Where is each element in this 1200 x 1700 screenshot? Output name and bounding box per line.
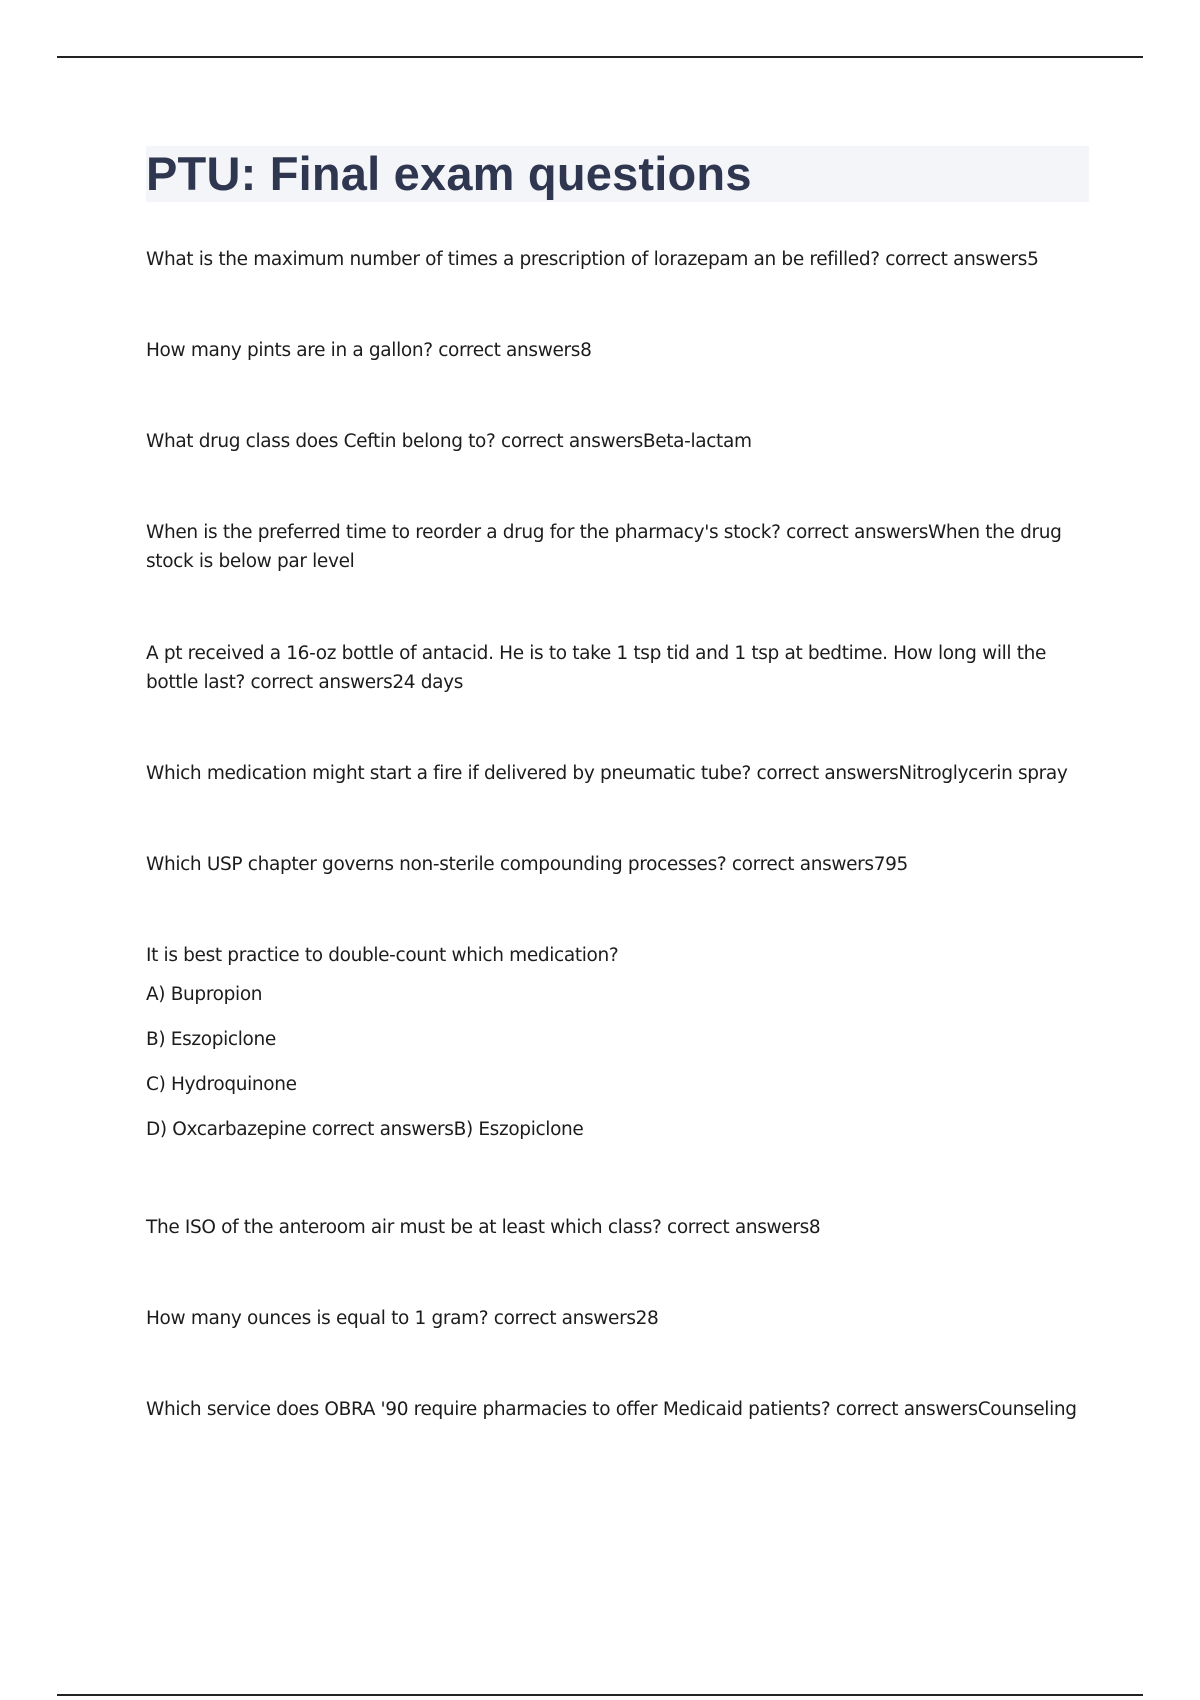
qa-line: Which service does OBRA '90 require pharmacies to offer Medicaid patients? correct answersCounseling bbox=[146, 1399, 1077, 1420]
qa-item-4 bbox=[146, 518, 1086, 576]
qa-item-2 bbox=[146, 336, 1086, 365]
qa-line: How many pints are in a gallon? correct answers8 bbox=[146, 340, 592, 361]
page-title: PTU: Final exam questions bbox=[146, 147, 752, 200]
qa-line: stock is below par level bbox=[146, 551, 355, 572]
qa-line: A pt received a 16-oz bottle of antacid. He is to take 1 tsp tid and 1 tsp at bedtime. How long will the bbox=[146, 643, 1047, 664]
qa-item-10 bbox=[146, 1304, 1086, 1333]
qa-item-1 bbox=[146, 245, 1086, 274]
top-rule bbox=[57, 56, 1143, 58]
qa-line: Which USP chapter governs non-sterile compounding processes? correct answers795 bbox=[146, 854, 908, 875]
qa-item-5 bbox=[146, 639, 1086, 697]
qa-option-a: A) Bupropion bbox=[146, 984, 263, 1005]
qa-option-c: C) Hydroquinone bbox=[146, 1074, 297, 1095]
qa-line: How many ounces is equal to 1 gram? correct answers28 bbox=[146, 1308, 659, 1329]
qa-line: The ISO of the anteroom air must be at least which class? correct answers8 bbox=[146, 1217, 821, 1238]
qa-item-8 bbox=[146, 941, 1086, 1152]
qa-line: Which medication might start a fire if delivered by pneumatic tube? correct answersNitroglycerin spray bbox=[146, 763, 1068, 784]
qa-line: bottle last? correct answers24 days bbox=[146, 672, 463, 693]
qa-item-9 bbox=[146, 1213, 1086, 1242]
qa-item-11 bbox=[146, 1395, 1086, 1424]
qa-line: What is the maximum number of times a prescription of lorazepam an be refilled? correct answers5 bbox=[146, 249, 1039, 270]
qa-item-6 bbox=[146, 759, 1086, 788]
qa-option-d: D) Oxcarbazepine correct answersB) Eszopiclone bbox=[146, 1119, 584, 1140]
qa-line: When is the preferred time to reorder a drug for the pharmacy's stock? correct answersWhen the drug bbox=[146, 522, 1062, 543]
qa-item-3 bbox=[146, 427, 1086, 456]
qa-line: What drug class does Ceftin belong to? correct answersBeta-lactam bbox=[146, 431, 752, 452]
bottom-rule bbox=[57, 1694, 1143, 1696]
qa-item-7 bbox=[146, 850, 1086, 879]
qa-option-b: B) Eszopiclone bbox=[146, 1029, 276, 1050]
qa-question: It is best practice to double-count which medication? bbox=[146, 945, 619, 966]
